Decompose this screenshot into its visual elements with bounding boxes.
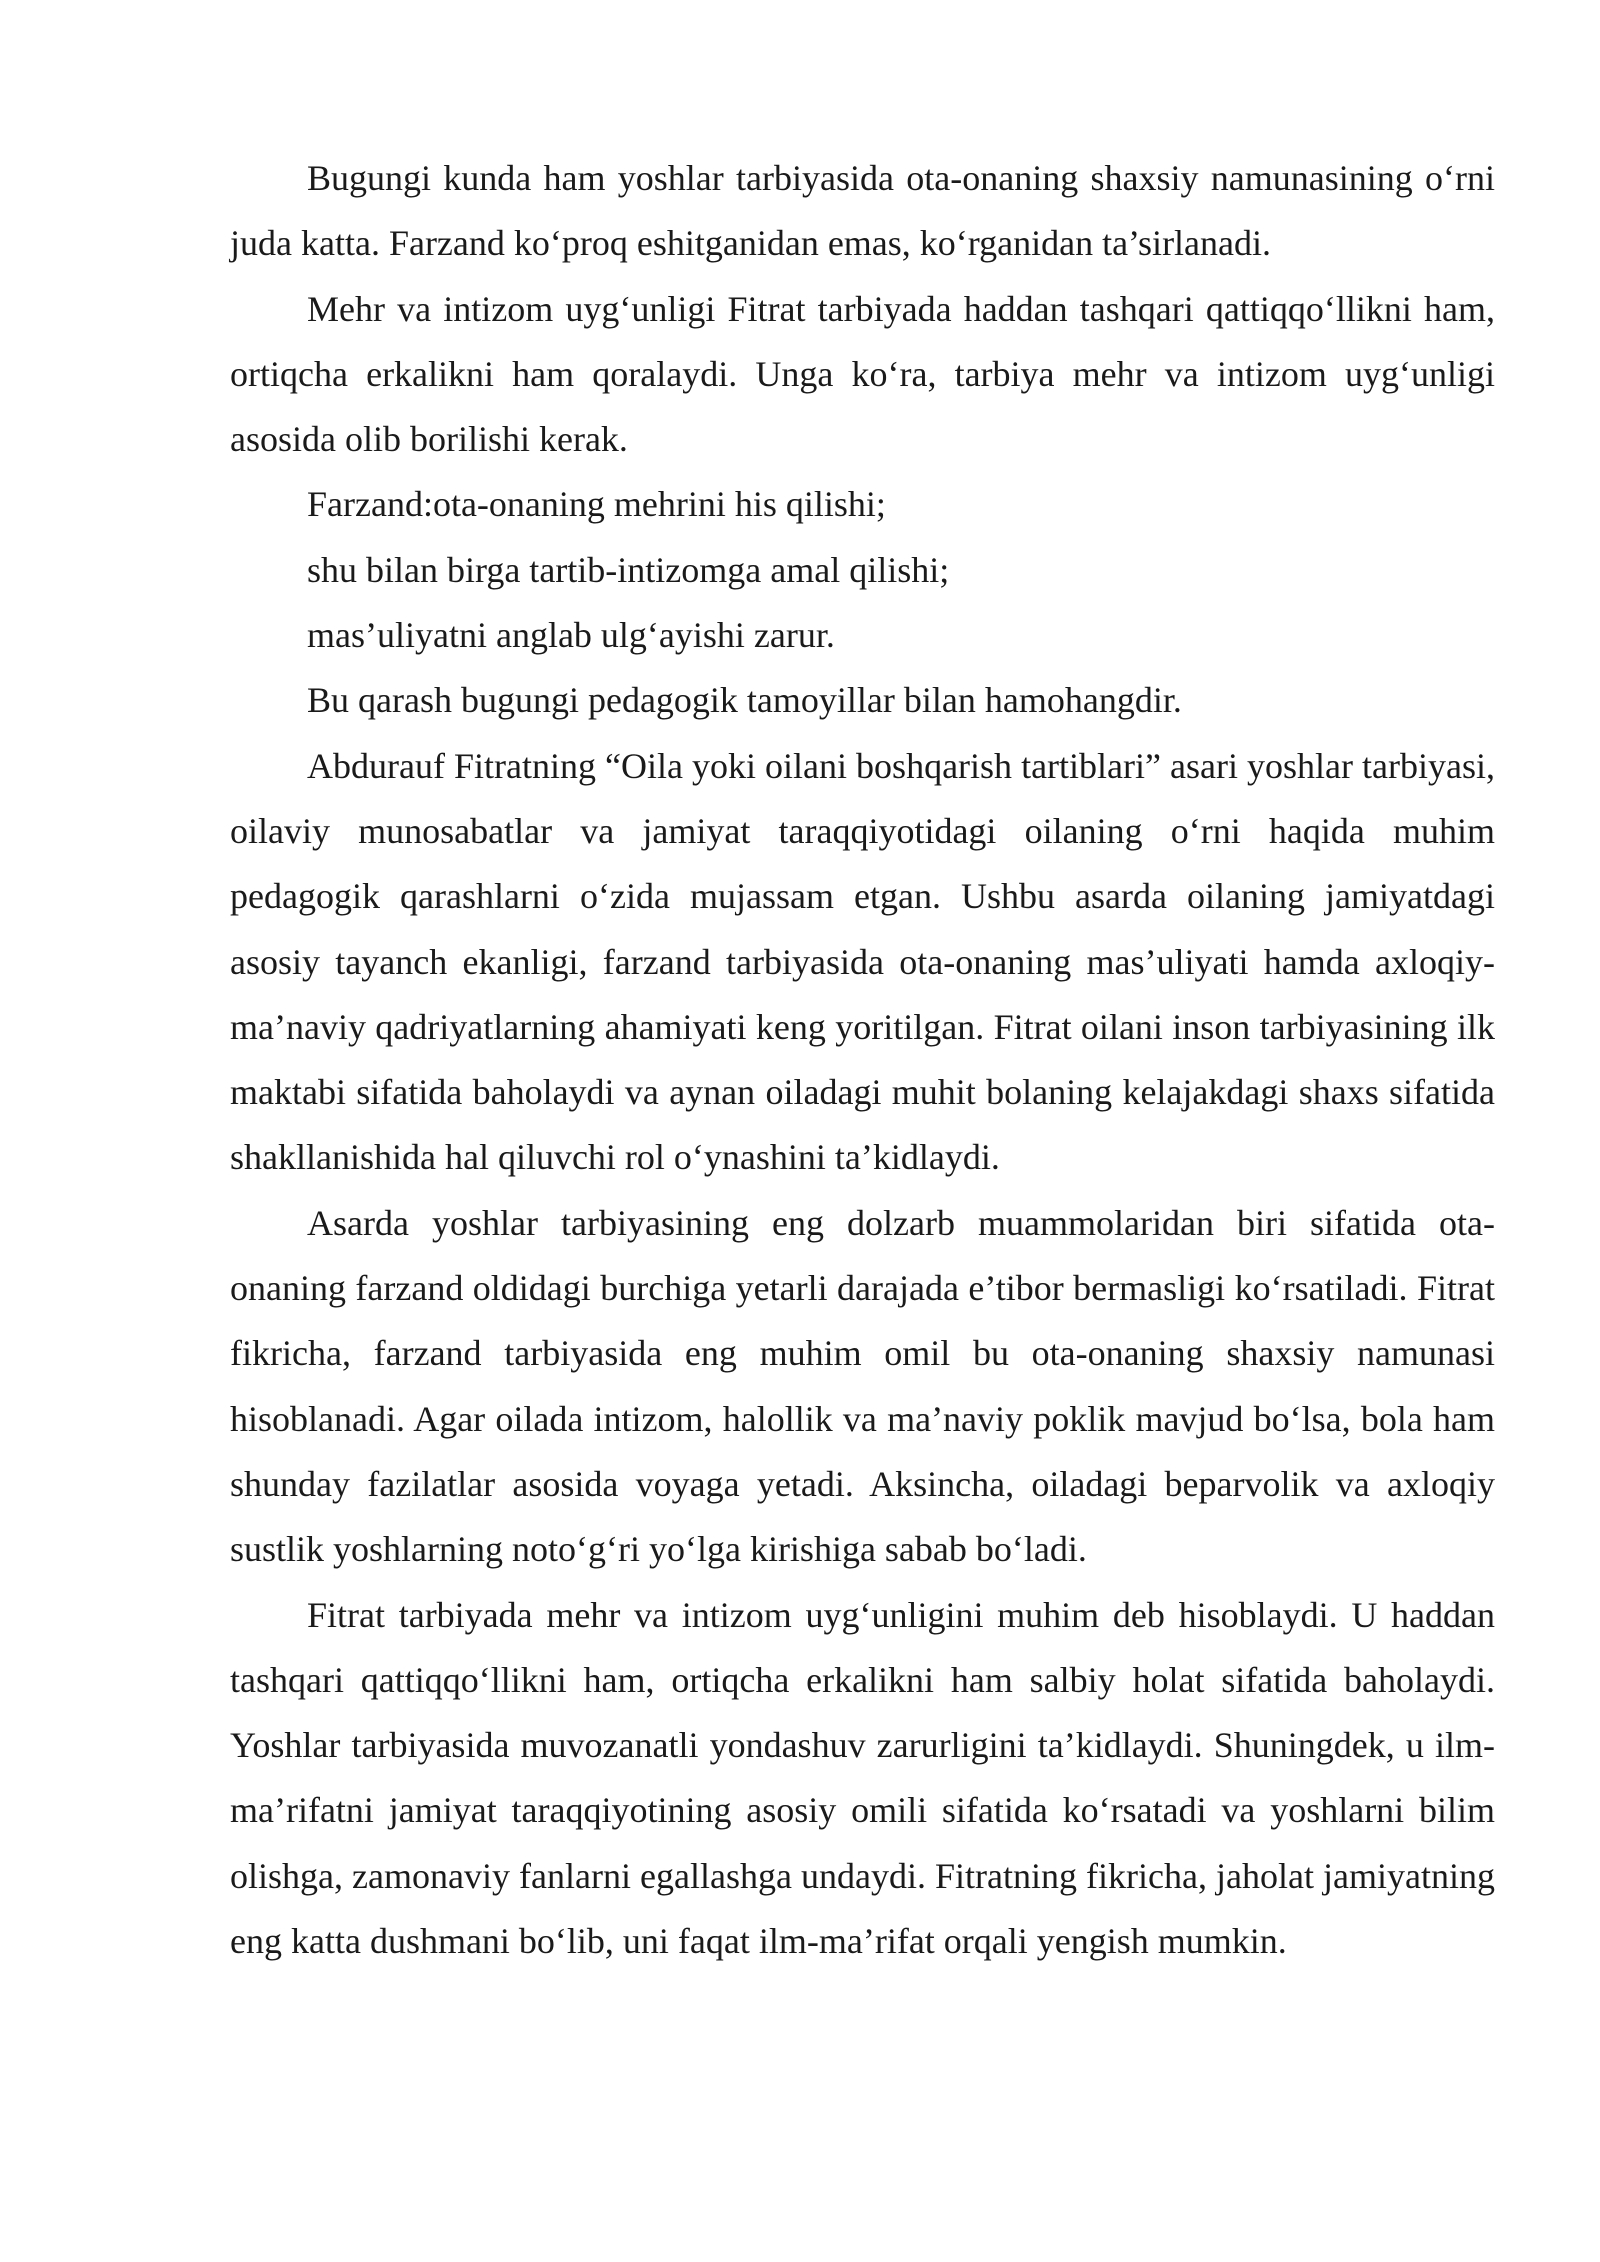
paragraph-fitrat-work: Abdurauf Fitratning “Oila yoki oilani boshqarish tartiblari” asari yoshlar tarbiyasi, oilaviy munosabatlar va jamiyat taraqqiyotidagi oilaning o‘rni haqida muhim pedagogik qarashlarni o‘zida mujassam etgan. Ushbu asarda oilaning jamiyatdagi asosiy tayanch ekanligi, farzand tarbiyasida ota-onaning mas’uliyati hamda axloqiy-ma’naviy qadriyatlarning ahamiyati keng yoritilgan. Fitrat oilani inson tarbiyasining ilk maktabi sifatida baholaydi va aynan oiladagi muhit bolaning kelajakdagi shaxs sifatida shakllanishida hal qiluvchi rol o‘ynashini ta’kidlaydi. bbox=[230, 745, 1495, 1178]
list-line-parental-love: Farzand:ota-onaning mehrini his qilishi; bbox=[307, 484, 886, 525]
paragraph-parent-example: Bugungi kunda ham yoshlar tarbiyasida ota-onaning shaxsiy namunasining o‘rni juda katta. Farzand ko‘proq eshitganidan emas, ko‘rganidan ta’sirlanadi. bbox=[230, 158, 1495, 264]
document-body bbox=[230, 146, 1495, 1974]
paragraph-enlightenment: Fitrat tarbiyada mehr va intizom uyg‘unligini muhim deb hisoblaydi. U haddan tashqari qattiqqo‘llikni ham, ortiqcha erkalikni ham salbiy holat sifatida baholaydi. Yoshlar tarbiyasida muvozanatli yondashuv zarurligini ta’kidlaydi. Shuningdek, u ilm-ma’rifatni jamiyat taraqqiyotining asosiy omili sifatida ko‘rsatadi va yoshlarni bilim olishga, zamonaviy fanlarni egallashga undaydi. Fitratning fikricha, jaholat jamiyatning eng katta dushmani bo‘lib, uni faqat ilm-ma’rifat orqali yengish mumkin. bbox=[230, 1594, 1495, 1962]
list-line-discipline: shu bilan birga tartib-intizomga amal qilishi; bbox=[307, 549, 950, 590]
paragraph-parents-duty: Asarda yoshlar tarbiyasining eng dolzarb muammolaridan biri sifatida ota-onaning farzand oldidagi burchiga yetarli darajada e’tibor bermasligi ko‘rsatiladi. Fitrat fikricha, farzand tarbiyasida eng muhim omil bu ota-onaning shaxsiy namunasi hisoblanadi. Agar oilada intizom, halollik va ma’naviy poklik mavjud bo‘lsa, bola ham shunday fazilatlar asosida voyaga yetadi. Aksincha, oiladagi beparvolik va axloqiy sustlik yoshlarning noto‘g‘ri yo‘lga kirishiga sabab bo‘ladi. bbox=[230, 1202, 1495, 1570]
list-line-responsibility: mas’uliyatni anglab ulg‘ayishi zarur. bbox=[307, 615, 835, 656]
paragraph-love-and-discipline: Mehr va intizom uyg‘unligi Fitrat tarbiyada haddan tashqari qattiqqo‘llikni ham, ortiqcha erkalikni ham qoralaydi. Unga ko‘ra, tarbiya mehr va intizom uyg‘unligi asosida olib borilishi kerak. bbox=[230, 288, 1495, 460]
paragraph-pedagogical-principles: Bu qarash bugungi pedagogik tamoyillar bilan hamohangdir. bbox=[307, 680, 1182, 721]
